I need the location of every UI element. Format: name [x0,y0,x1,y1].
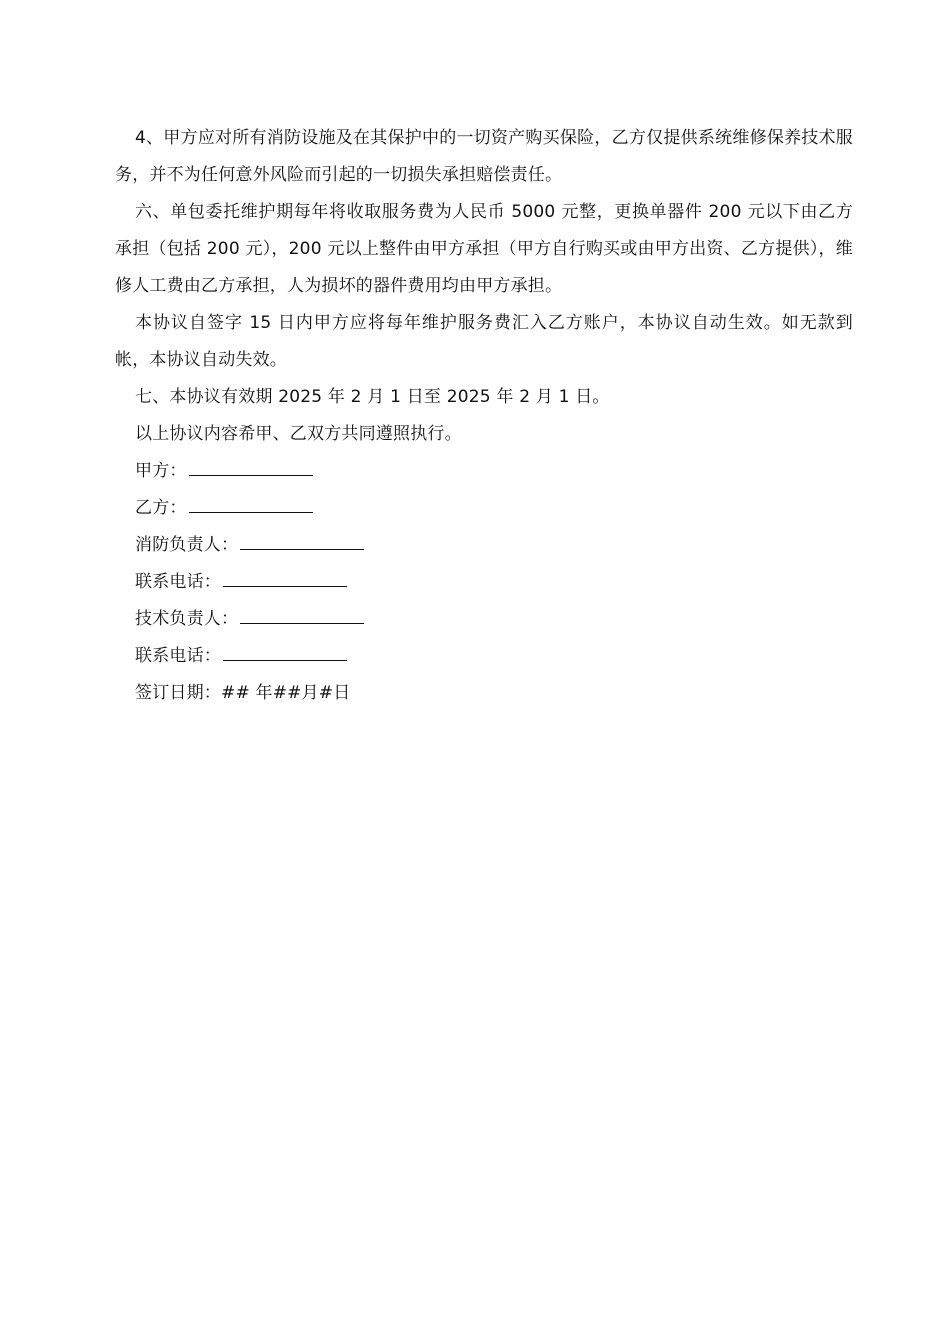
signature-blank [240,622,364,624]
signature-fire-manager [115,527,853,564]
signature-label: 联系电话： [135,646,221,666]
signature-phone-1 [115,564,853,601]
signature-phone-2 [115,638,853,675]
clause-validity: 七、本协议有效期 2025 年 2 月 1 日至 2025 年 2 月 1 日。 [135,387,610,407]
signature-blank [223,585,347,587]
signature-blank [189,474,313,476]
signature-label: 甲方： [135,461,187,481]
clause-service-fee: 六、单包委托维护期每年将收取服务费为人民币 5000 元整，更换单器件 200 元以下由乙方承担（包括 200 元），200 元以上整件由甲方承担（甲方自行购买或由甲方出资、乙方提供），维修人工费由乙方承担，人为损坏的器件费用均由甲方承担。 [115,202,853,296]
signature-label: 消防负责人： [135,535,239,555]
closing-statement: 以上协议内容希甲、乙双方共同遵照执行。 [135,424,462,444]
sign-date: 签订日期：## 年##月#日 [135,683,351,703]
signature-tech-manager [115,601,853,638]
signature-blank [189,511,313,513]
signature-party-b [115,490,853,527]
signature-label: 技术负责人： [135,609,239,629]
signature-party-a [115,453,853,490]
signature-blank [240,548,364,550]
signature-blank [223,659,347,661]
signature-label: 联系电话： [135,572,221,592]
signature-label: 乙方： [135,498,187,518]
document-body [115,120,853,712]
clause-payment: 本协议自签字 15 日内甲方应将每年维护服务费汇入乙方账户，本协议自动生效。如无款到帐，本协议自动失效。 [115,313,853,370]
clause-insurance: 4、甲方应对所有消防设施及在其保护中的一切资产购买保险，乙方仅提供系统维修保养技术服务，并不为任何意外风险而引起的一切损失承担赔偿责任。 [115,128,853,185]
